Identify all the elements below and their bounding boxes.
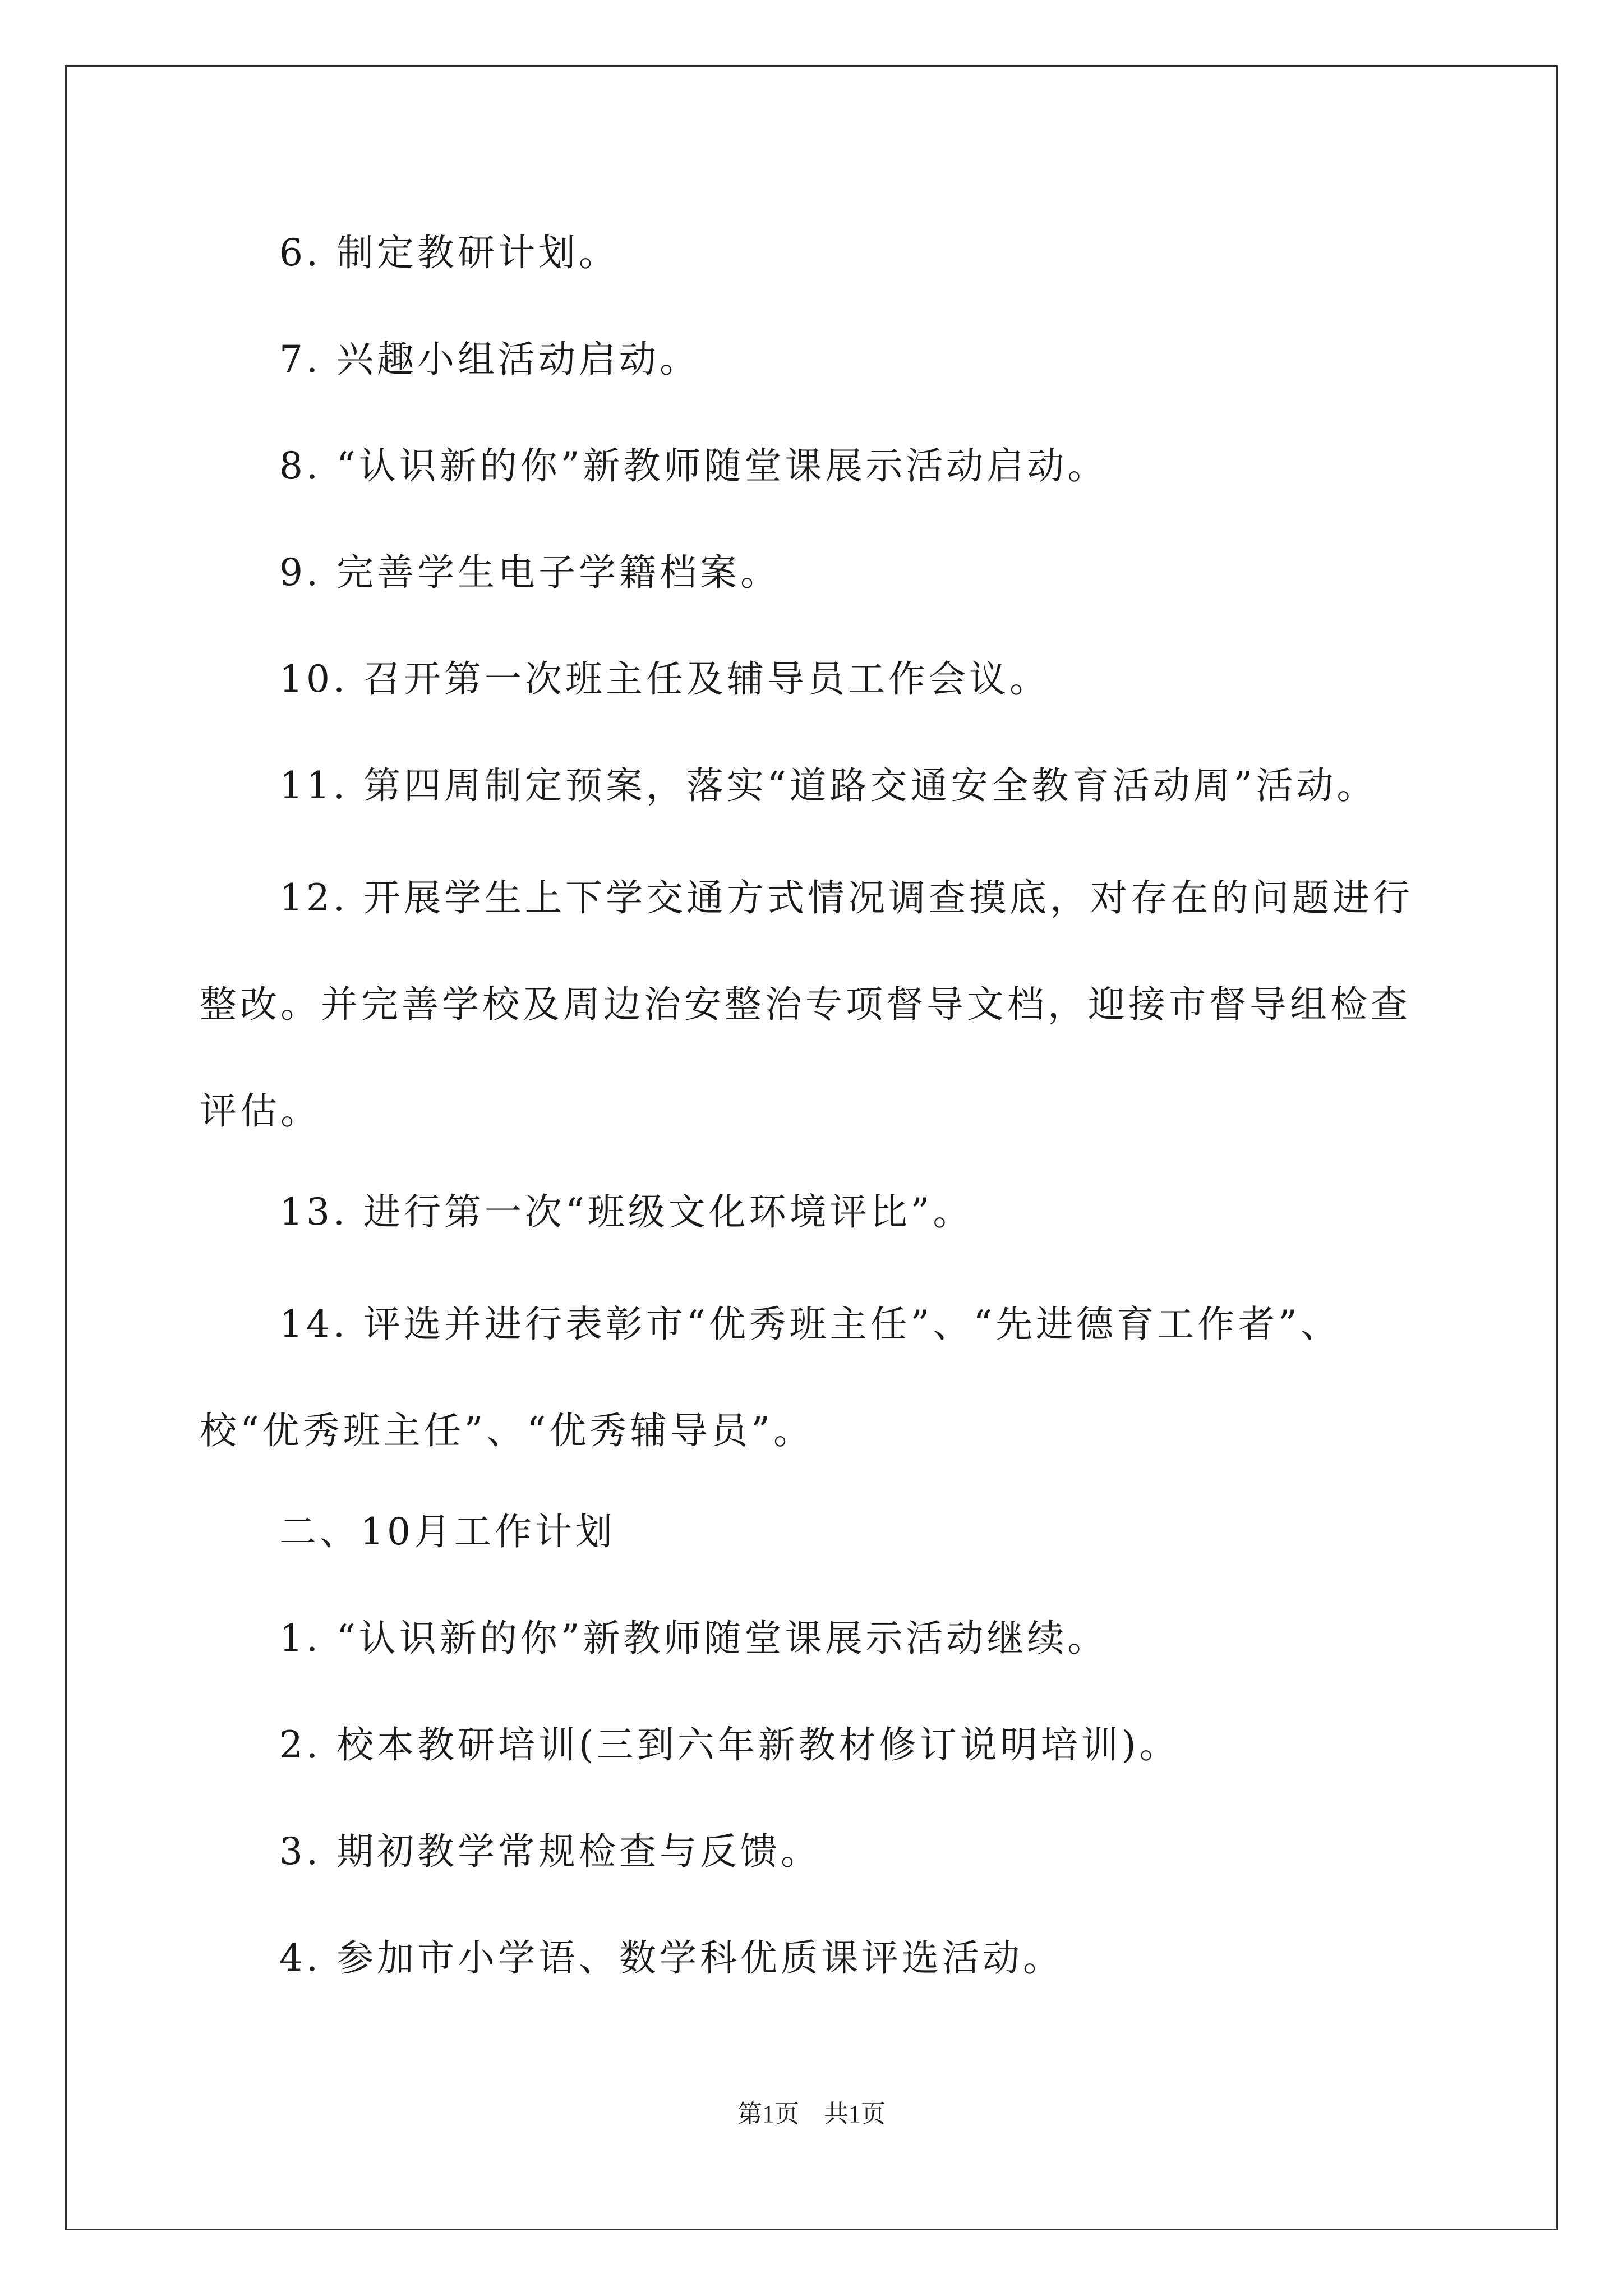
- list-item-3: 3. 期初教学常规检查与反馈。: [279, 1830, 821, 1873]
- list-item-9: 9. 完善学生电子学籍档案。: [279, 551, 781, 594]
- list-item-7: 7. 兴趣小组活动启动。: [279, 338, 700, 381]
- list-item-8: 8. “认识新的你”新教师随堂课展示活动启动。: [279, 444, 1108, 487]
- list-item-12: 12. 开展学生上下学交通方式情况调查摸底，对存在的问题进行整改。并完善学校及周边治安整治专项督导文档，迎接市督导组检查评估。: [200, 876, 1413, 1133]
- page-footer: 第1页 共1页: [737, 2100, 886, 2128]
- list-item-2: 2. 校本教研培训(三到六年新教材修订说明培训)。: [279, 1723, 1180, 1766]
- section-heading: 二、10月工作计划: [279, 1510, 616, 1553]
- list-item-14: 14. 评选并进行表彰市“优秀班主任”、“先进德育工作者”、校“优秀班主任”、“优秀辅导员”。: [200, 1303, 1341, 1452]
- list-item-10: 10. 召开第一次班主任及辅导员工作会议。: [279, 657, 1050, 701]
- list-item-4: 4. 参加市小学语、数学科优质课评选活动。: [279, 1936, 1063, 1980]
- list-item-1: 1. “认识新的你”新教师随堂课展示活动继续。: [279, 1617, 1108, 1660]
- list-item-13: 13. 进行第一次“班级文化环境评比”。: [279, 1190, 974, 1234]
- list-item-11: 11. 第四周制定预案，落实“道路交通安全教育活动周”活动。: [279, 764, 1377, 807]
- list-item-6: 6. 制定教研计划。: [279, 231, 619, 274]
